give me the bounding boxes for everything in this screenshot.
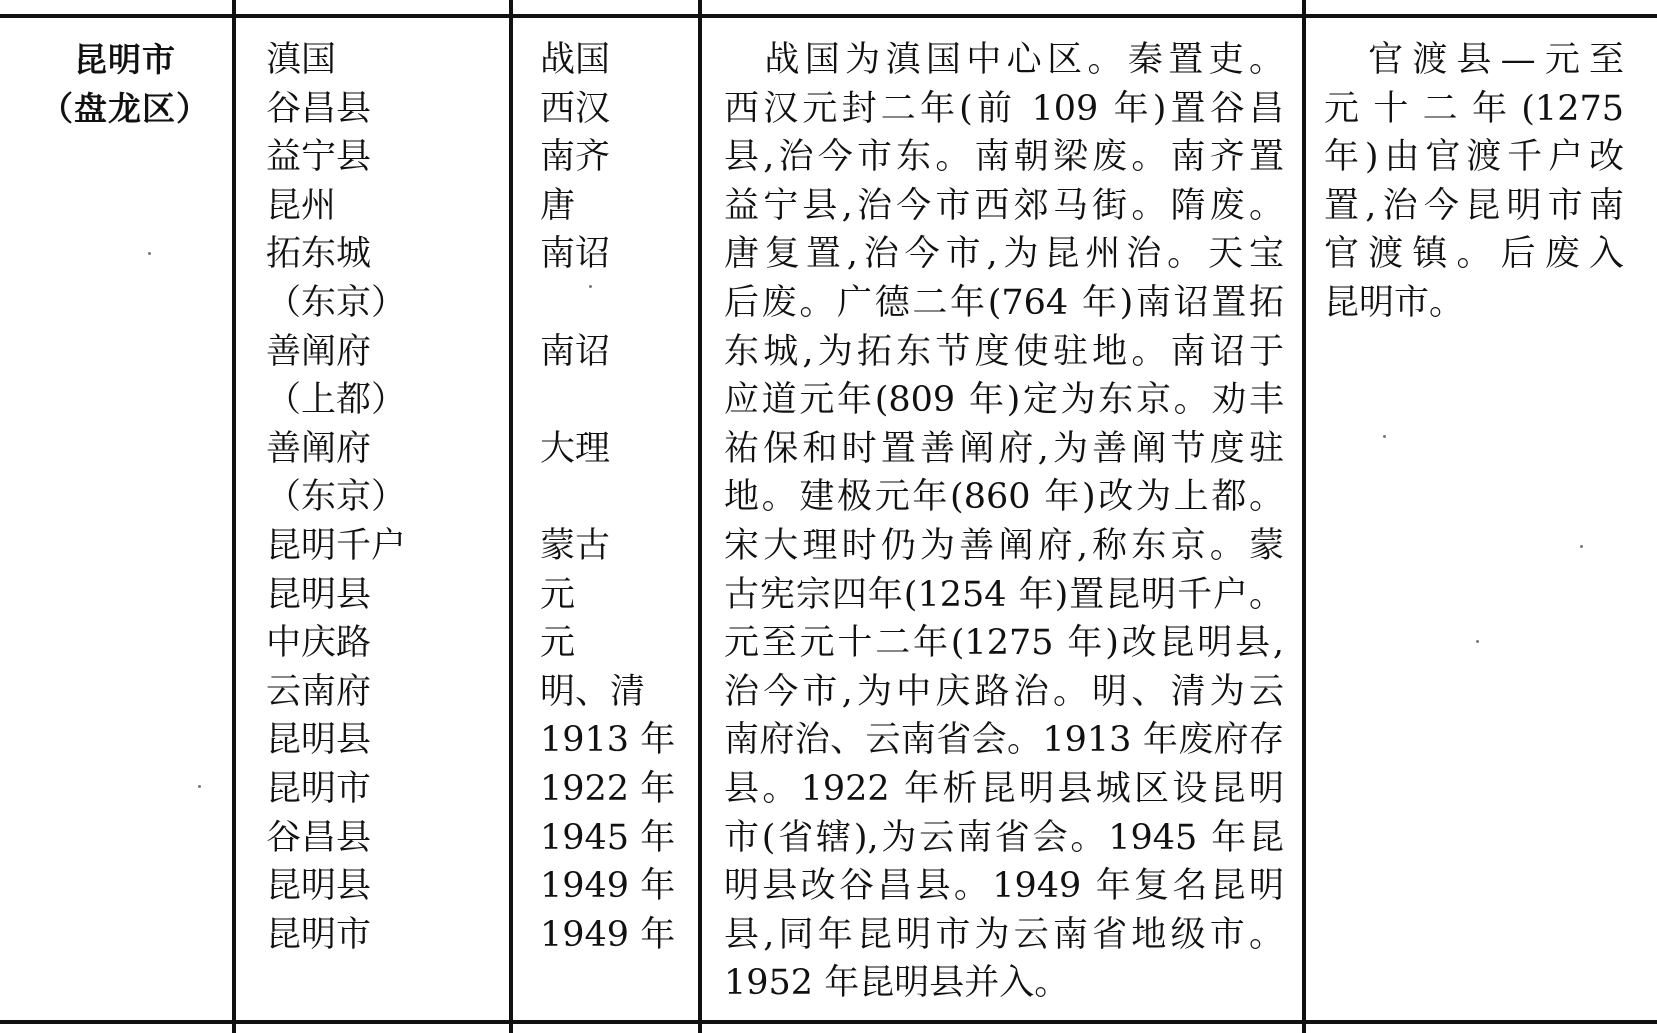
period: 战国	[540, 40, 611, 80]
period	[540, 473, 690, 522]
place-name: 善阐府	[266, 331, 372, 372]
period: 明、清	[540, 671, 646, 712]
period: 西汉	[540, 88, 611, 129]
scan-speck	[148, 252, 151, 255]
history-line: 东城,为拓东节度使驻地。南诏于	[724, 331, 1284, 372]
place-name: 中庆路	[266, 623, 372, 664]
history-line: 宋大理时仍为善阐府,称东京。蒙	[724, 525, 1284, 566]
place-name: 谷昌县	[266, 817, 372, 858]
place-name: 昆明市	[266, 914, 372, 955]
period: 南诏	[540, 331, 611, 372]
notes-line: 昆明市。	[1324, 282, 1465, 323]
notes-cell	[1324, 36, 1624, 328]
scan-speck	[1383, 435, 1386, 438]
scan-speck	[589, 285, 592, 288]
history-line: 市(省辖),为云南省会。1945 年昆	[724, 817, 1284, 858]
period: 1945 年	[540, 817, 676, 858]
period: 蒙古	[540, 525, 611, 566]
place-name: 昆明县	[266, 720, 372, 761]
column-divider	[698, 0, 702, 1033]
period: 大理	[540, 428, 611, 469]
period: 唐	[540, 185, 576, 226]
history-line: 应道元年(809 年)定为东京。劝丰	[724, 380, 1284, 421]
scan-speck	[198, 785, 201, 788]
region-name: 昆明市	[74, 40, 176, 79]
period: 元	[540, 574, 576, 615]
row-divider-top	[0, 14, 1657, 18]
history-line: 明县改谷昌县。1949 年复名昆明	[724, 866, 1284, 907]
place-name: （上都）	[266, 380, 407, 421]
period: 1913 年	[540, 720, 676, 761]
place-name: 昆明千户	[266, 525, 407, 566]
period: 元	[540, 623, 576, 664]
period: 南齐	[540, 137, 611, 178]
place-name: 滇国	[266, 40, 337, 80]
notes-line: 置,治今昆明市南	[1324, 185, 1624, 226]
region-cell	[40, 36, 210, 133]
periods-cell	[540, 36, 690, 959]
place-name: 昆明县	[266, 574, 372, 615]
column-divider	[232, 0, 236, 1033]
scan-speck	[1580, 545, 1583, 548]
place-name: 昆明市	[266, 768, 372, 809]
history-line: 治今市,为中庆路治。明、清为云	[724, 671, 1284, 712]
history-line: 南府治、云南省会。1913 年废府存	[724, 720, 1284, 761]
history-line: 元至元十二年(1275 年)改昆明县,	[724, 623, 1284, 664]
history-line: 县,同年昆明市为云南省地级市。	[724, 914, 1284, 955]
notes-line: 年)由官渡千户改	[1324, 137, 1624, 178]
history-line: 唐复置,治今市,为昆州治。天宝	[724, 234, 1284, 275]
history-line: 1952 年昆明县并入。	[724, 963, 1070, 1004]
period	[540, 376, 690, 425]
period: 1949 年	[540, 866, 676, 907]
scan-speck	[1476, 640, 1479, 643]
history-line: 地。建极元年(860 年)改为上都。	[724, 477, 1284, 518]
place-names-cell	[266, 36, 516, 959]
notes-line: 元十二年(1275	[1324, 88, 1624, 129]
period: 南诏	[540, 234, 611, 275]
period: 1949 年	[540, 914, 676, 955]
place-name: 拓东城	[266, 234, 372, 275]
history-line: 县,治今市东。南朝梁废。南齐置	[724, 137, 1284, 178]
history-line: 古宪宗四年(1254 年)置昆明千户。	[724, 574, 1284, 615]
place-name: （东京）	[266, 477, 407, 518]
place-name: 谷昌县	[266, 88, 372, 129]
column-divider	[1302, 0, 1306, 1033]
history-cell	[724, 36, 1284, 1008]
region-alias: （盘龙区）	[40, 88, 210, 128]
history-line: 县。1922 年析昆明县城区设昆明	[724, 768, 1284, 809]
row-divider-bottom	[0, 1020, 1657, 1024]
place-name: （东京）	[266, 282, 407, 323]
notes-line: 官渡镇。后废入	[1324, 234, 1624, 275]
notes-line: 官渡县—元至	[1324, 40, 1624, 80]
history-line: 后废。广德二年(764 年)南诏置拓	[724, 282, 1284, 323]
history-line: 益宁县,治今市西郊马街。隋废。	[724, 185, 1284, 226]
period	[540, 279, 690, 328]
place-name: 云南府	[266, 671, 372, 712]
place-name: 昆明县	[266, 866, 372, 907]
period: 1922 年	[540, 768, 676, 809]
history-line: 祐保和时置善阐府,为善阐节度驻	[724, 428, 1284, 469]
history-line: 西汉元封二年(前 109 年)置谷昌	[724, 88, 1284, 129]
place-name: 益宁县	[266, 137, 372, 178]
place-name: 昆州	[266, 185, 337, 226]
place-name: 善阐府	[266, 428, 372, 469]
history-line: 战国为滇国中心区。秦置吏。	[724, 40, 1284, 80]
